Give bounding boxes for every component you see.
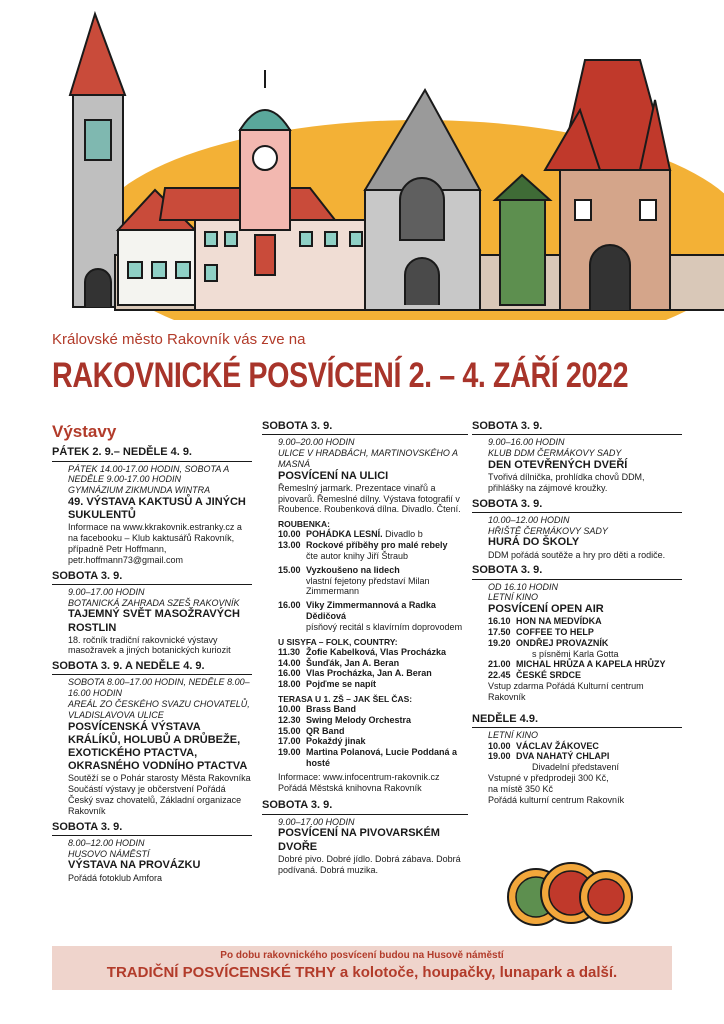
program-row-note: Divadelní představení: [532, 762, 620, 773]
program-row: 17.50 COFFEE TO HELP: [488, 627, 594, 638]
event-time: 9.00–16.00 HODIN: [488, 437, 565, 448]
event-time: 8.00–12.00 HODIN: [68, 837, 145, 848]
program-row: 21.00 MICHAL HRŮZA A KAPELA HRŮZY: [488, 659, 666, 670]
footer-line-1: Po dobu rakovnického posvícení budou na Husově náměstí: [220, 950, 504, 961]
event-title: 49. VÝSTAVA KAKTUSŮ A JINÝCH SUKULENTŮ: [68, 495, 246, 522]
event-title: POSVÍCENÍ NA ULICI: [278, 469, 389, 482]
event-day: SOBOTA 3. 9.: [52, 821, 252, 836]
event-block: [472, 713, 682, 806]
program-row: 16.00 Vlas Procházka, Jan A. Beran: [278, 668, 432, 679]
event-desc: Pořádá kulturní centrum Rakovník: [488, 794, 625, 805]
program-row: 13.00 Rockové příběhy pro malé rebely čte autor knihy Jiří Štraub: [278, 540, 448, 561]
event-time: 9.00–17.00 HODIN: [68, 586, 145, 597]
event-block: [262, 420, 468, 515]
info-text: Informace: www.infocentrum-rakovnik.cz Pořádá Městská knihovna Rakovník: [278, 771, 440, 793]
event-place: BOTANICKÁ ZAHRADA SZEŠ RAKOVNÍK: [68, 597, 240, 608]
program-row: 16.00 Viky Zimmermannová a Radka Dědičová písňový recitál s klavírním doprovodem: [278, 600, 463, 632]
column-exhibitions: [52, 420, 252, 887]
event-block: [472, 498, 682, 561]
event-place: ULICE V HRADBÁCH, MARTINOVSKÉHO A MASNÁ: [278, 447, 458, 469]
right-gate-tower: [545, 60, 670, 310]
event-day: SOBOTA 3. 9.: [472, 420, 682, 435]
event-block: [52, 570, 252, 657]
event-block: [472, 420, 682, 494]
event-title: POSVÍCENÍ NA PIVOVARSKÉM DVOŘE: [278, 827, 440, 853]
event-day: SOBOTA 3. 9.: [472, 498, 682, 513]
event-day: SOBOTA 3. 9. A NEDĚLE 4. 9.: [52, 660, 252, 675]
event-title: POSVÍCENSKÁ VÝSTAVA KRÁLÍKŮ, HOLUBŮ A DRŮBEŽE, EXOTICKÉHO PTACTVA, OKRASNÉHO VODNÍHO PTACTVA: [68, 720, 248, 773]
program-row-note: s písněmi Karla Gotta: [532, 648, 619, 659]
event-desc: Informace na www.kkrakovnik.estranky.cz a na facebooku – Klub kaktusářů Rakovník, případně Petr Hoffmann, petr.hoffmann73@gmail.com: [68, 522, 242, 565]
event-block: [52, 446, 252, 565]
program-row: 15.00 QR Band: [278, 725, 345, 736]
event-desc: Vstup zdarma Pořádá Kulturní centrum Rakovník: [488, 681, 644, 702]
event-day: SOBOTA 3. 9.: [262, 799, 468, 814]
event-day: SOBOTA 3. 9.: [472, 564, 682, 579]
intro-text: Královské město Rakovník vás zve na: [52, 331, 306, 348]
event-title: TAJEMNÝ SVĚT MASOŽRAVÝCH ROSTLIN: [68, 608, 240, 634]
event-block: [262, 799, 468, 875]
event-place: KLUB DDM ČERMÁKOVY SADY: [488, 447, 622, 458]
program-row: 19.20 ONDŘEJ PROVAZNÍK: [488, 637, 609, 648]
event-place: LETNÍ KINO: [488, 592, 539, 603]
event-time: 9.00–20.00 HODIN: [278, 437, 355, 448]
pastries-illustration: [506, 855, 634, 935]
program-row: 15.00 Vyzkoušeno na lidech vlastní fejetony představí Milan Zimmermann: [278, 564, 430, 597]
event-title: DEN OTEVŘENÝCH DVEŘÍ: [488, 458, 628, 471]
event-time: PÁTEK 14.00-17.00 HODIN, SOBOTA A NEDĚLE 9.00-17.00 HODIN: [68, 463, 229, 485]
program-label: TERASA U 1. ZŠ – JAK ŠEL ČAS:: [278, 693, 413, 704]
event-day: NEDĚLE 4.9.: [472, 713, 682, 728]
event-place: HUSOVO NÁMĚSTÍ: [68, 848, 150, 859]
bell-tower: [495, 175, 550, 305]
program-label: ROUBENKA:: [278, 519, 330, 530]
event-title: HURÁ DO ŠKOLY: [488, 536, 580, 549]
event-desc: Tvořivá dílnička, prohlídka chovů DDM, přihlášky na zájmové kroužky.: [488, 471, 645, 493]
column-street-festival: [262, 420, 468, 879]
event-desc: Vstupné v předprodeji 300 Kč,: [488, 773, 609, 784]
event-day: SOBOTA 3. 9.: [262, 420, 468, 435]
program-row: 17.00 Pokaždý jinak: [278, 736, 366, 747]
program-row: 16.10 HON NA MEDVÍDKA: [488, 616, 602, 627]
event-block: [472, 564, 682, 702]
event-place: GYMNÁZIUM ZIKMUNDA WINTRA: [68, 485, 211, 496]
event-time: 10.00–12.00 HODIN: [488, 514, 570, 525]
event-title: POSVÍCENÍ OPEN AIR: [488, 603, 604, 616]
event-desc: Řemeslný jarmark. Prezentace vinařů a pivovarů. Řemeslné dílny. Výstava fotografií v Roubence. Roubenková dílna. Divadlo. Čtení.: [278, 482, 461, 515]
event-place: LETNÍ KINO: [488, 729, 539, 740]
program-row: 11.30 Žofie Kabelková, Vlas Procházka: [278, 646, 447, 657]
footer-banner: [52, 946, 672, 990]
footer-line-2: TRADIČNÍ POSVÍCENSKÉ TRHY a kolotoče, houpačky, lunapark a další.: [106, 964, 618, 981]
page-title: RAKOVNICKÉ POSVÍCENÍ 2. – 4. ZÁŘÍ 2022: [52, 356, 629, 395]
program-row: 19.00 Martina Polanová, Lucie Poddaná a hosté: [278, 747, 458, 769]
program-row: 10.00 POHÁDKA LESNÍ. Divadlo b: [278, 529, 423, 540]
event-desc: Dobré pivo. Dobré jídlo. Dobrá zábava. Dobrá podívaná. Dobrá muzika.: [278, 853, 461, 875]
town-illustration: [0, 0, 724, 320]
event-day: PÁTEK 2. 9.– NEDĚLE 4. 9.: [52, 446, 252, 461]
program-row: 12.30 Swing Melody Orchestra: [278, 714, 412, 725]
program-label: U SISYFA – FOLK, COUNTRY:: [278, 636, 398, 647]
event-title: VÝSTAVA NA PROVÁZKU: [68, 859, 201, 872]
event-desc: DDM pořádá soutěže a hry pro děti a rodiče.: [488, 549, 666, 560]
event-place: AREÁL ZO ČESKÉHO SVAZU CHOVATELŮ, VLADISLAVOVA ULICE: [68, 699, 250, 720]
event-desc: na místě 350 Kč: [488, 783, 554, 794]
event-time: SOBOTA 8.00–17.00 HODIN, NEDĚLE 8.00–16.00 HODIN: [68, 677, 250, 699]
event-day: SOBOTA 3. 9.: [52, 570, 252, 585]
section-title: Výstavy: [52, 422, 117, 441]
event-desc: Pořádá fotoklub Amfora: [68, 872, 163, 883]
event-time: OD 16.10 HODIN: [488, 581, 559, 592]
program-row: 18.00 Pojďme se napít: [278, 679, 376, 690]
event-block: [52, 821, 252, 884]
event-time: 9.00–17.00 HODIN: [278, 816, 355, 827]
program-row: 10.00 VÁCLAV ŽÁKOVEC: [488, 740, 599, 751]
program-row: 19.00 DVA NAHATÝ CHLAPI: [488, 751, 610, 762]
event-place: HŘIŠTĚ ČERMÁKOVY SADY: [488, 525, 608, 536]
program-row: 14.00 Šunďák, Jan A. Beran: [278, 657, 400, 668]
event-desc: Soutěží se o Pohár starosty Města Rakovníka Součástí výstavy je občerstvení Pořádá Český svaz chovatelů, Základní organizace Rakovník: [68, 773, 251, 816]
event-desc: 18. ročník tradiční rakovnické výstavy masožravek a jiných botanických kuriozit: [68, 634, 231, 656]
column-ddm-openair: [472, 420, 682, 809]
event-block: [52, 660, 252, 816]
program-row: 10.00 Brass Band: [278, 704, 357, 715]
program-row: 22.45 ČESKÉ SRDCE: [488, 670, 582, 681]
